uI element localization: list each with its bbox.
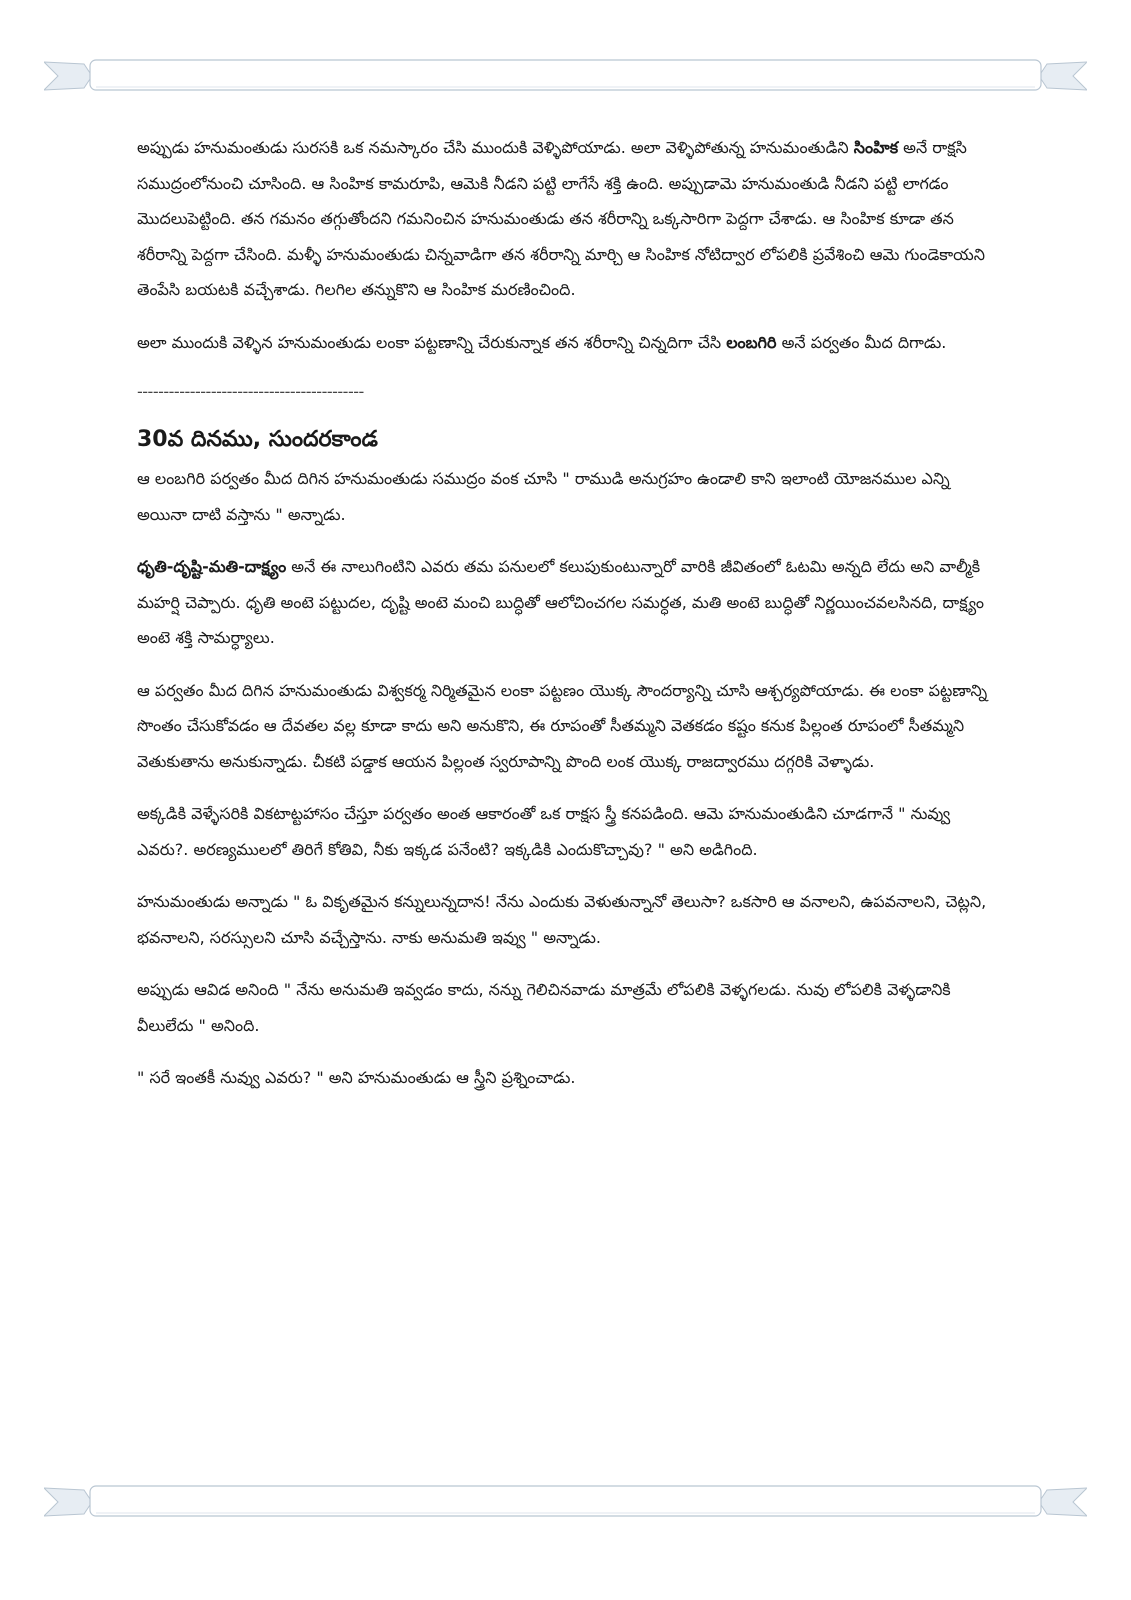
bold-term: ధృతి-దృష్టి-మతి-దాక్ష్యం xyxy=(137,557,287,576)
paragraph-text: " సరే ఇంతకీ నువ్వు ఎవరు? " అని హనుమంతుడు ఆ స్త్రీని ప్రశ్నించాడు. xyxy=(137,1068,576,1087)
paragraph-text: అనే రాక్షసి సముద్రంలోనుంచి చూసింది. ఆ సింహిక కామరూపి, ఆమెకి నీడని పట్టి లాగేసే శక్తి ఉంది. అప్పుడామె హనుమంతుడి నీడని పట్టి లాగడం మొదలుపెట్టింది. తన గమనం తగ్గుతోందని గమనించిన హనుమంతుడు తన శరీరాన్ని ఒక్కసారిగా పెద్దగా చేశాడు. ఆ సింహిక కూడా తన శరీరాన్ని పెద్దగా చేసింది. మళ్ళీ హనుమంతుడు చిన్నవాడిగా తన శరీరాన్ని మార్చి ఆ సింహిక నోటిద్వార లోపలికి ప్రవేశించి ఆమె గుండెకాయని తెంపేసి బయటకి వచ్చేశాడు. గిలగిల తన్నుకొని ఆ సింహిక మరణించింది. xyxy=(137,138,985,299)
paragraph-text: ఆ పర్వతం మీద దిగిన హనుమంతుడు విశ్వకర్మ నిర్మితమైన లంకా పట్టణం యొక్క సౌందర్యాన్ని చూసి ఆశ్చర్యపోయాడు. ఈ లంకా పట్టణాన్ని సొంతం చేసుకోవడం ఆ దేవతల వల్ల కూడా కాదు అని అనుకొని, ఈ రూపంతో సీతమ్మని వెతకడం కష్టం కనుక పిల్లంత రూపంలో సీతమ్మని వెతుకుతాను అనుకున్నాడు. చీకటి పడ్డాక ఆయన పిల్లంత స్వరూపాన్ని పొంది లంక యొక్క రాజద్వారము దగ్గరికి వెళ్ళాడు. xyxy=(137,680,988,771)
section-divider: ------------------------------------------- xyxy=(137,382,364,401)
paragraph-text: హనుమంతుడు అన్నాడు " ఓ వికృతమైన కన్నులున్నదాన! నేను ఎందుకు వెళుతున్నానో తెలుసా? ఒకసారి ఆ వనాలని, ఉపవనాలని, చెట్లని, భవనాలని, సరస్సులని చూసి వచ్చేస్తాను. నాకు అనుమతి ఇవ్వు " అన్నాడు. xyxy=(137,892,987,947)
paragraph xyxy=(137,461,997,532)
bottom-ribbon-border xyxy=(44,1480,1087,1524)
paragraph-text: అప్పుడు హనుమంతుడు సురసకి ఒక నమస్కారం చేసి ముందుకి వెళ్ళిపోయాడు. అలా వెళ్ళిపోతున్న హనుమంతుడిని xyxy=(137,138,854,157)
paragraph-text: అప్పుడు ఆవిడ అనింది " నేను అనుమతి ఇవ్వడం కాదు, నన్ను గెలిచినవాడు మాత్రమే లోపలికి వెళ్ళగలడు. నువు లోపలికి వెళ్ళడానికి వీలులేదు " అనింది. xyxy=(137,980,951,1035)
paragraph xyxy=(137,972,997,1043)
paragraph-text: అనే పర్వతం మీద దిగాడు. xyxy=(776,332,947,352)
paragraph-text: అలా ముందుకి వెళ్ళిన హనుమంతుడు లంకా పట్టణాన్ని చేరుకున్నాక తన శరీరాన్ని చిన్నదిగా చేసి xyxy=(137,332,727,352)
paragraph xyxy=(137,549,997,656)
paragraph xyxy=(137,1060,997,1096)
paragraph-text: ఆ లంబగిరి పర్వతం మీద దిగిన హనుమంతుడు సముద్రం వంక చూసి " రాముడి అనుగ్రహం ఉండాలి కాని ఇలాంటి యోజనముల ఎన్ని అయినా దాటి వస్తాను " అన్నాడు. xyxy=(137,469,950,524)
paragraph xyxy=(137,796,997,867)
paragraph xyxy=(137,884,997,955)
bold-term: లంబగిరి xyxy=(726,332,777,352)
paragraph-group-2 xyxy=(137,461,997,1096)
paragraph-text: అక్కడికి వెళ్ళేసరికి వికటాట్టహాసం చేస్తూ పర్వతం అంత ఆకారంతో ఒక రాక్షస స్త్రీ కనపడింది. ఆమె హనుమంతుడిని చూడగానే " నువ్వు ఎవరు?. అరణ్యములలో తిరిగే కోతివి, నీకు ఇక్కడ పనేంటి? ఇక్కడికి ఎందుకొచ్చావు? " అని అడిగింది. xyxy=(137,804,951,859)
paragraph xyxy=(137,325,997,361)
section-heading: 30వ దినము, సుందరకాండ xyxy=(137,427,378,452)
paragraph xyxy=(137,673,997,780)
top-ribbon-border xyxy=(44,54,1087,98)
paragraph-text: అనే ఈ నాలుగింటిని ఎవరు తమ పనులలో కలుపుకుంటున్నారో వారికి జీవితంలో ఓటమి అన్నది లేదు అని వాల్మీకి మహర్షి చెప్పారు. ధృతి అంటె పట్టుదల, దృష్టి అంటె మంచి బుద్ధితో ఆలోచించగల సమర్ధత, మతి అంటె బుద్ధితో నిర్ణయించవలసినది, దాక్ష్యం అంటె శక్తి సామర్ధ్యాలు. xyxy=(137,557,984,647)
document-body xyxy=(137,130,997,1113)
bold-term: సింహిక xyxy=(853,138,899,157)
paragraph xyxy=(137,130,997,308)
paragraph-group-1 xyxy=(137,130,997,360)
